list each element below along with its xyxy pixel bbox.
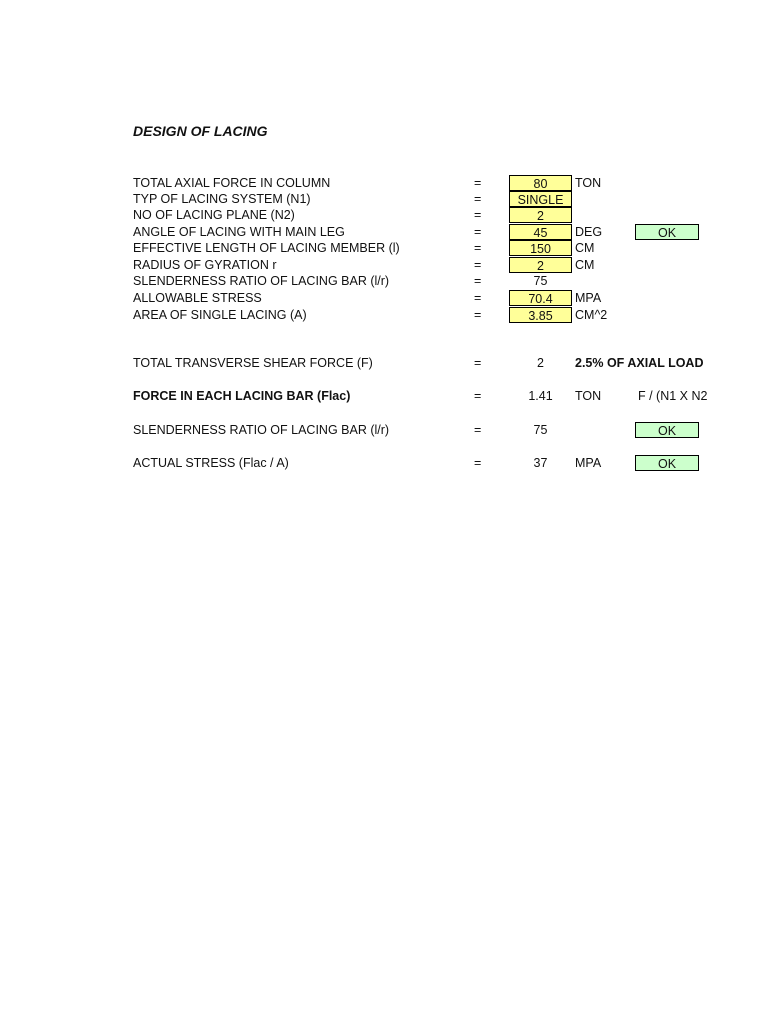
effective-length-input-cell[interactable]: 150	[509, 240, 572, 256]
row-label: TOTAL TRANSVERSE SHEAR FORCE (F)	[133, 356, 373, 370]
row-force-lacing-bar	[0, 388, 768, 404]
axial-force-input-cell[interactable]: 80	[509, 175, 572, 191]
equals-sign: =	[474, 241, 482, 255]
lacing-area-input-cell[interactable]: 3.85	[509, 307, 572, 323]
force-formula-note: F / (N1 X N2	[638, 389, 708, 403]
equals-sign: =	[474, 456, 482, 470]
equals-sign: =	[474, 423, 482, 437]
equals-sign: =	[474, 192, 482, 206]
row-label: ALLOWABLE STRESS	[133, 291, 262, 305]
unit-label: CM	[575, 258, 595, 272]
force-value-cell: 1.41	[528, 389, 553, 403]
allowable-stress-input-cell[interactable]: 70.4	[509, 290, 572, 306]
angle-check-status: OK	[635, 224, 699, 240]
lacing-plane-input-cell[interactable]: 2	[509, 207, 572, 223]
equals-sign: =	[474, 308, 482, 322]
unit-label: MPA	[575, 291, 602, 305]
row-lacing-plane	[0, 207, 768, 223]
row-label: SLENDERNESS RATIO OF LACING BAR (l/r)	[133, 274, 390, 288]
equals-sign: =	[474, 258, 482, 272]
unit-label: DEG	[575, 225, 603, 239]
page-title: DESIGN OF LACING	[133, 123, 268, 139]
row-label: RADIUS OF GYRATION r	[133, 258, 277, 272]
equals-sign: =	[474, 356, 482, 370]
equals-sign: =	[474, 291, 482, 305]
row-effective-length	[0, 240, 768, 256]
equals-sign: =	[474, 274, 482, 288]
row-radius-gyration	[0, 257, 768, 273]
stress-check-status: OK	[635, 455, 699, 471]
row-label: TYP OF LACING SYSTEM (N1)	[133, 192, 311, 206]
row-label: ANGLE OF LACING WITH MAIN LEG	[133, 225, 345, 239]
row-label: EFFECTIVE LENGTH OF LACING MEMBER (l)	[133, 241, 400, 255]
unit-label: MPA	[575, 456, 602, 470]
row-label: TOTAL AXIAL FORCE IN COLUMN	[133, 176, 331, 190]
row-total-axial-force	[0, 175, 768, 191]
row-label: AREA OF SINGLE LACING (A)	[133, 308, 307, 322]
equals-sign: =	[474, 225, 482, 239]
row-slenderness-ratio	[0, 273, 768, 289]
slenderness-check-status: OK	[635, 422, 699, 438]
equals-sign: =	[474, 208, 482, 222]
unit-label: CM^2	[575, 308, 608, 322]
actual-stress-value-cell: 37	[533, 456, 548, 470]
equals-sign: =	[474, 176, 482, 190]
slenderness-value-cell: 75	[533, 274, 548, 288]
unit-label: CM	[575, 241, 595, 255]
radius-gyration-input-cell[interactable]: 2	[509, 257, 572, 273]
slenderness-result-cell: 75	[533, 423, 548, 437]
row-label: FORCE IN EACH LACING BAR (Flac)	[133, 389, 351, 403]
lacing-angle-input-cell[interactable]: 45	[509, 224, 572, 240]
row-label: NO OF LACING PLANE (N2)	[133, 208, 295, 222]
row-lacing-system	[0, 191, 768, 207]
shear-note: 2.5% OF AXIAL LOAD	[575, 356, 704, 370]
shear-value-cell: 2	[537, 356, 544, 370]
row-slenderness-check	[0, 422, 768, 438]
unit-label: TON	[575, 176, 602, 190]
lacing-system-input-cell[interactable]: SINGLE	[509, 191, 572, 207]
row-label: SLENDERNESS RATIO OF LACING BAR (l/r)	[133, 423, 390, 437]
unit-label: TON	[575, 389, 602, 403]
row-lacing-area	[0, 307, 768, 323]
row-actual-stress	[0, 455, 768, 471]
equals-sign: =	[474, 389, 482, 403]
row-transverse-shear	[0, 355, 768, 371]
row-lacing-angle	[0, 224, 768, 240]
row-label: ACTUAL STRESS (Flac / A)	[133, 456, 289, 470]
row-allowable-stress	[0, 290, 768, 306]
